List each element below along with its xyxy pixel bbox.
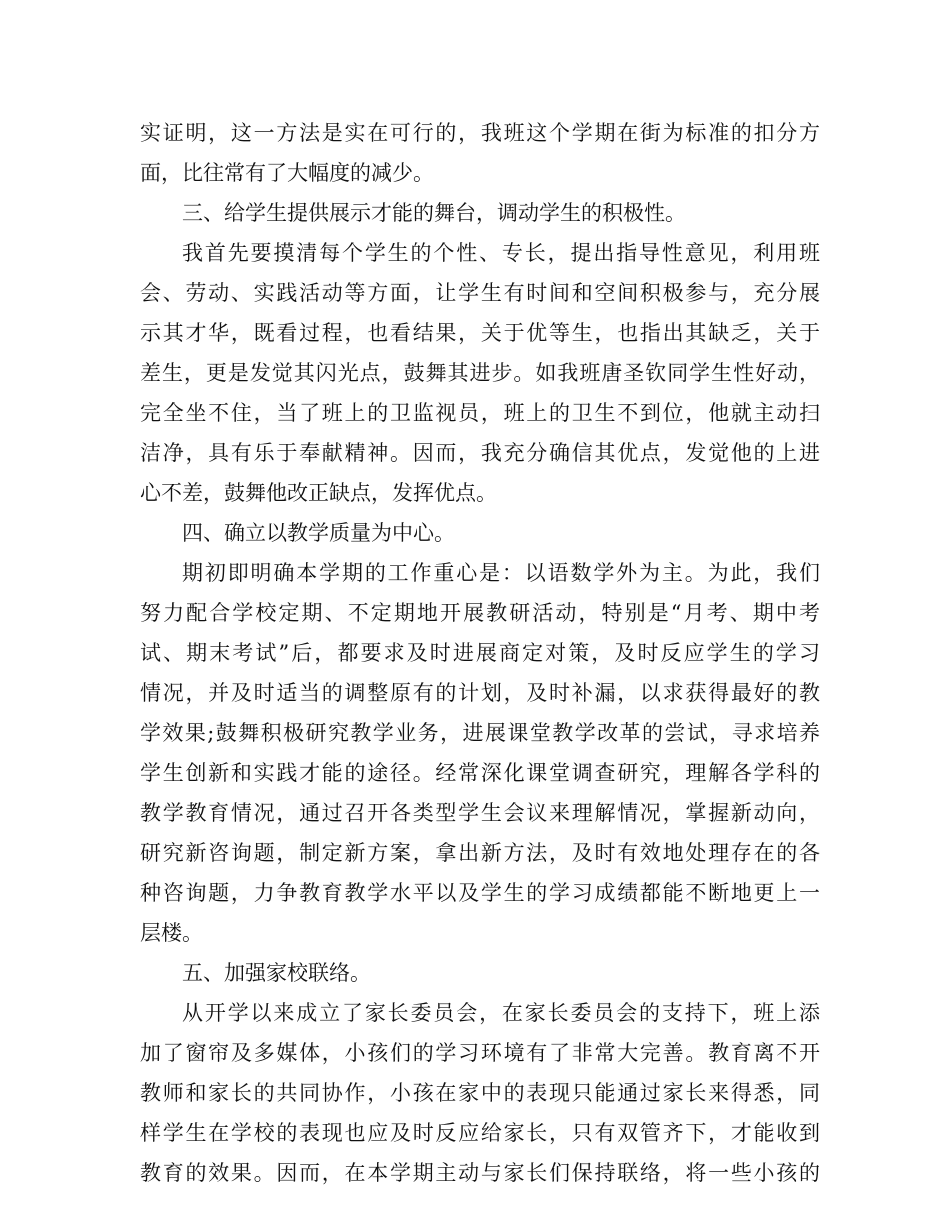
text-line: 层楼。	[140, 921, 203, 945]
text-line: 五、加强家校联络。	[182, 961, 371, 985]
text-line: 加了窗帘及多媒体，小孩们的学习环境有了非常大完善。教育离不开	[140, 1041, 820, 1065]
text-line: 会、劳动、实践活动等方面，让学生有时间和空间积极参与，充分展	[140, 281, 820, 305]
text-line: 情况，并及时适当的调整原有的计划，及时补漏，以求获得最好的教	[140, 681, 820, 705]
text-line: 样学生在学校的表现也应及时反应给家长，只有双管齐下，才能收到	[140, 1121, 820, 1145]
text-line: 完全坐不住，当了班上的卫监视员，班上的卫生不到位，他就主动扫	[140, 401, 820, 425]
text-line: 面，比往常有了大幅度的减少。	[140, 161, 434, 185]
text-line: 学生创新和实践才能的途径。经常深化课堂调查研究，理解各学科的	[140, 761, 820, 785]
text-line: 三、给学生提供展示才能的舞台，调动学生的积极性。	[182, 201, 686, 225]
text-line: 期初即明确本学期的工作重心是：以语数学外为主。为此，我们	[182, 561, 820, 585]
text-line: 研究新咨询题，制定新方案，拿出新方法，及时有效地处理存在的各	[140, 841, 820, 865]
body-text	[140, 113, 820, 1193]
text-line: 教师和家长的共同协作，小孩在家中的表现只能通过家长来得悉，同	[140, 1081, 820, 1105]
text-line: 种咨询题，力争教育教学水平以及学生的学习成绩都能不断地更上一	[140, 881, 820, 905]
text-line: 教育的效果。因而，在本学期主动与家长们保持联络，将一些小孩的	[140, 1161, 820, 1185]
text-line: 努力配合学校定期、不定期地开展教研活动，特别是“月考、期中考	[140, 601, 820, 625]
text-line: 心不差，鼓舞他改正缺点，发挥优点。	[140, 481, 497, 505]
text-line: 洁净，具有乐于奉献精神。因而，我充分确信其优点，发觉他的上进	[140, 441, 820, 465]
text-line: 试、期末考试”后，都要求及时进展商定对策，及时反应学生的学习	[140, 641, 820, 665]
text-line: 教学教育情况，通过召开各类型学生会议来理解情况，掌握新动向，	[140, 801, 820, 825]
text-line: 四、确立以教学质量为中心。	[182, 521, 455, 545]
text-line: 我首先要摸清每个学生的个性、专长，提出指导性意见，利用班	[182, 241, 820, 265]
text-line: 实证明，这一方法是实在可行的，我班这个学期在街为标准的扣分方	[140, 121, 820, 145]
text-line: 示其才华，既看过程，也看结果，关于优等生，也指出其缺乏，关于	[140, 321, 820, 345]
text-line: 学效果;鼓舞积极研究教学业务，进展课堂教学改革的尝试，寻求培养	[140, 721, 820, 745]
text-line: 差生，更是发觉其闪光点，鼓舞其进步。如我班唐圣钦同学生性好动，	[140, 361, 820, 385]
text-line: 从开学以来成立了家长委员会，在家长委员会的支持下，班上添	[182, 1001, 820, 1025]
